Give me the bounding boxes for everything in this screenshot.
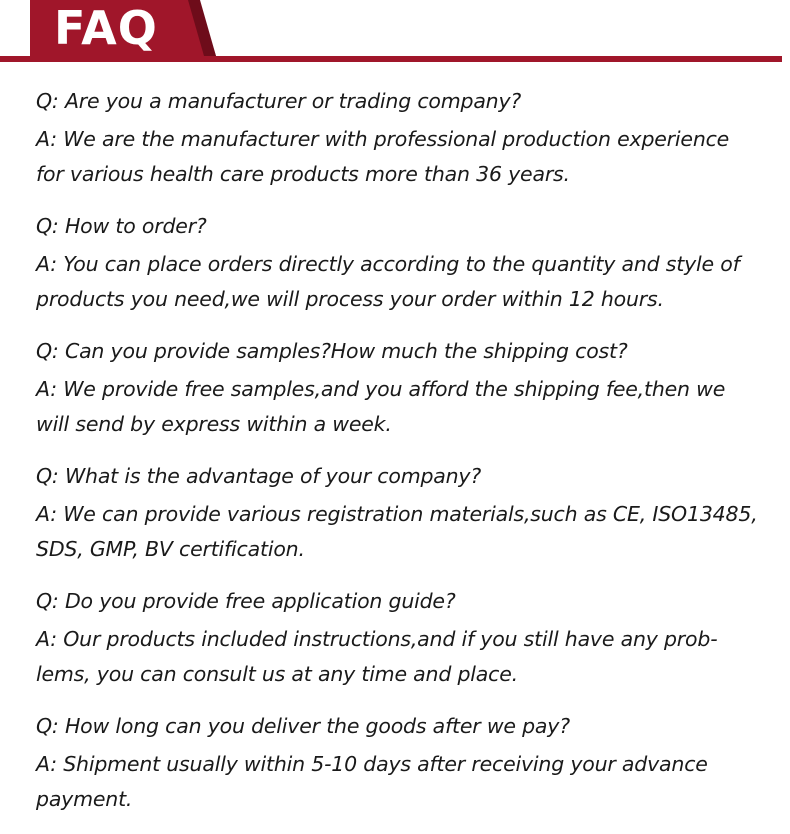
faq-question: Q: How to order? (36, 214, 207, 238)
faq-list (36, 84, 766, 834)
faq-item (36, 584, 766, 692)
faq-item (36, 84, 766, 192)
faq-answer: A: We can provide various registration materials,such as CE, ISO13485, SDS, GMP, BV certification. (36, 502, 758, 561)
faq-answer: A: We are the manufacturer with professional production experience for various health care products more than 36 years. (36, 127, 730, 186)
faq-item (36, 209, 766, 317)
faq-item (36, 709, 766, 817)
faq-answer: A: Shipment usually within 5-10 days after receiving your advance payment. (36, 752, 708, 811)
faq-question: Q: What is the advantage of your company? (36, 464, 482, 488)
faq-answer: A: You can place orders directly according to the quantity and style of products you need,we will process your order within 12 hours. (36, 252, 740, 311)
faq-header (0, 0, 790, 64)
faq-answer: A: We provide free samples,and you afford the shipping fee,then we will send by express within a week. (36, 377, 726, 436)
faq-question: Q: Do you provide free application guide? (36, 589, 456, 613)
faq-answer: A: Our products included instructions,and if you still have any prob- lems, you can consult us at any time and place. (36, 627, 718, 686)
faq-item (36, 459, 766, 567)
page-title: FAQ (54, 1, 158, 55)
faq-question: Q: How long can you deliver the goods after we pay? (36, 714, 570, 738)
header-divider (0, 56, 782, 62)
faq-question: Q: Can you provide samples?How much the shipping cost? (36, 339, 628, 363)
faq-item (36, 334, 766, 442)
faq-question: Q: Are you a manufacturer or trading company? (36, 89, 522, 113)
